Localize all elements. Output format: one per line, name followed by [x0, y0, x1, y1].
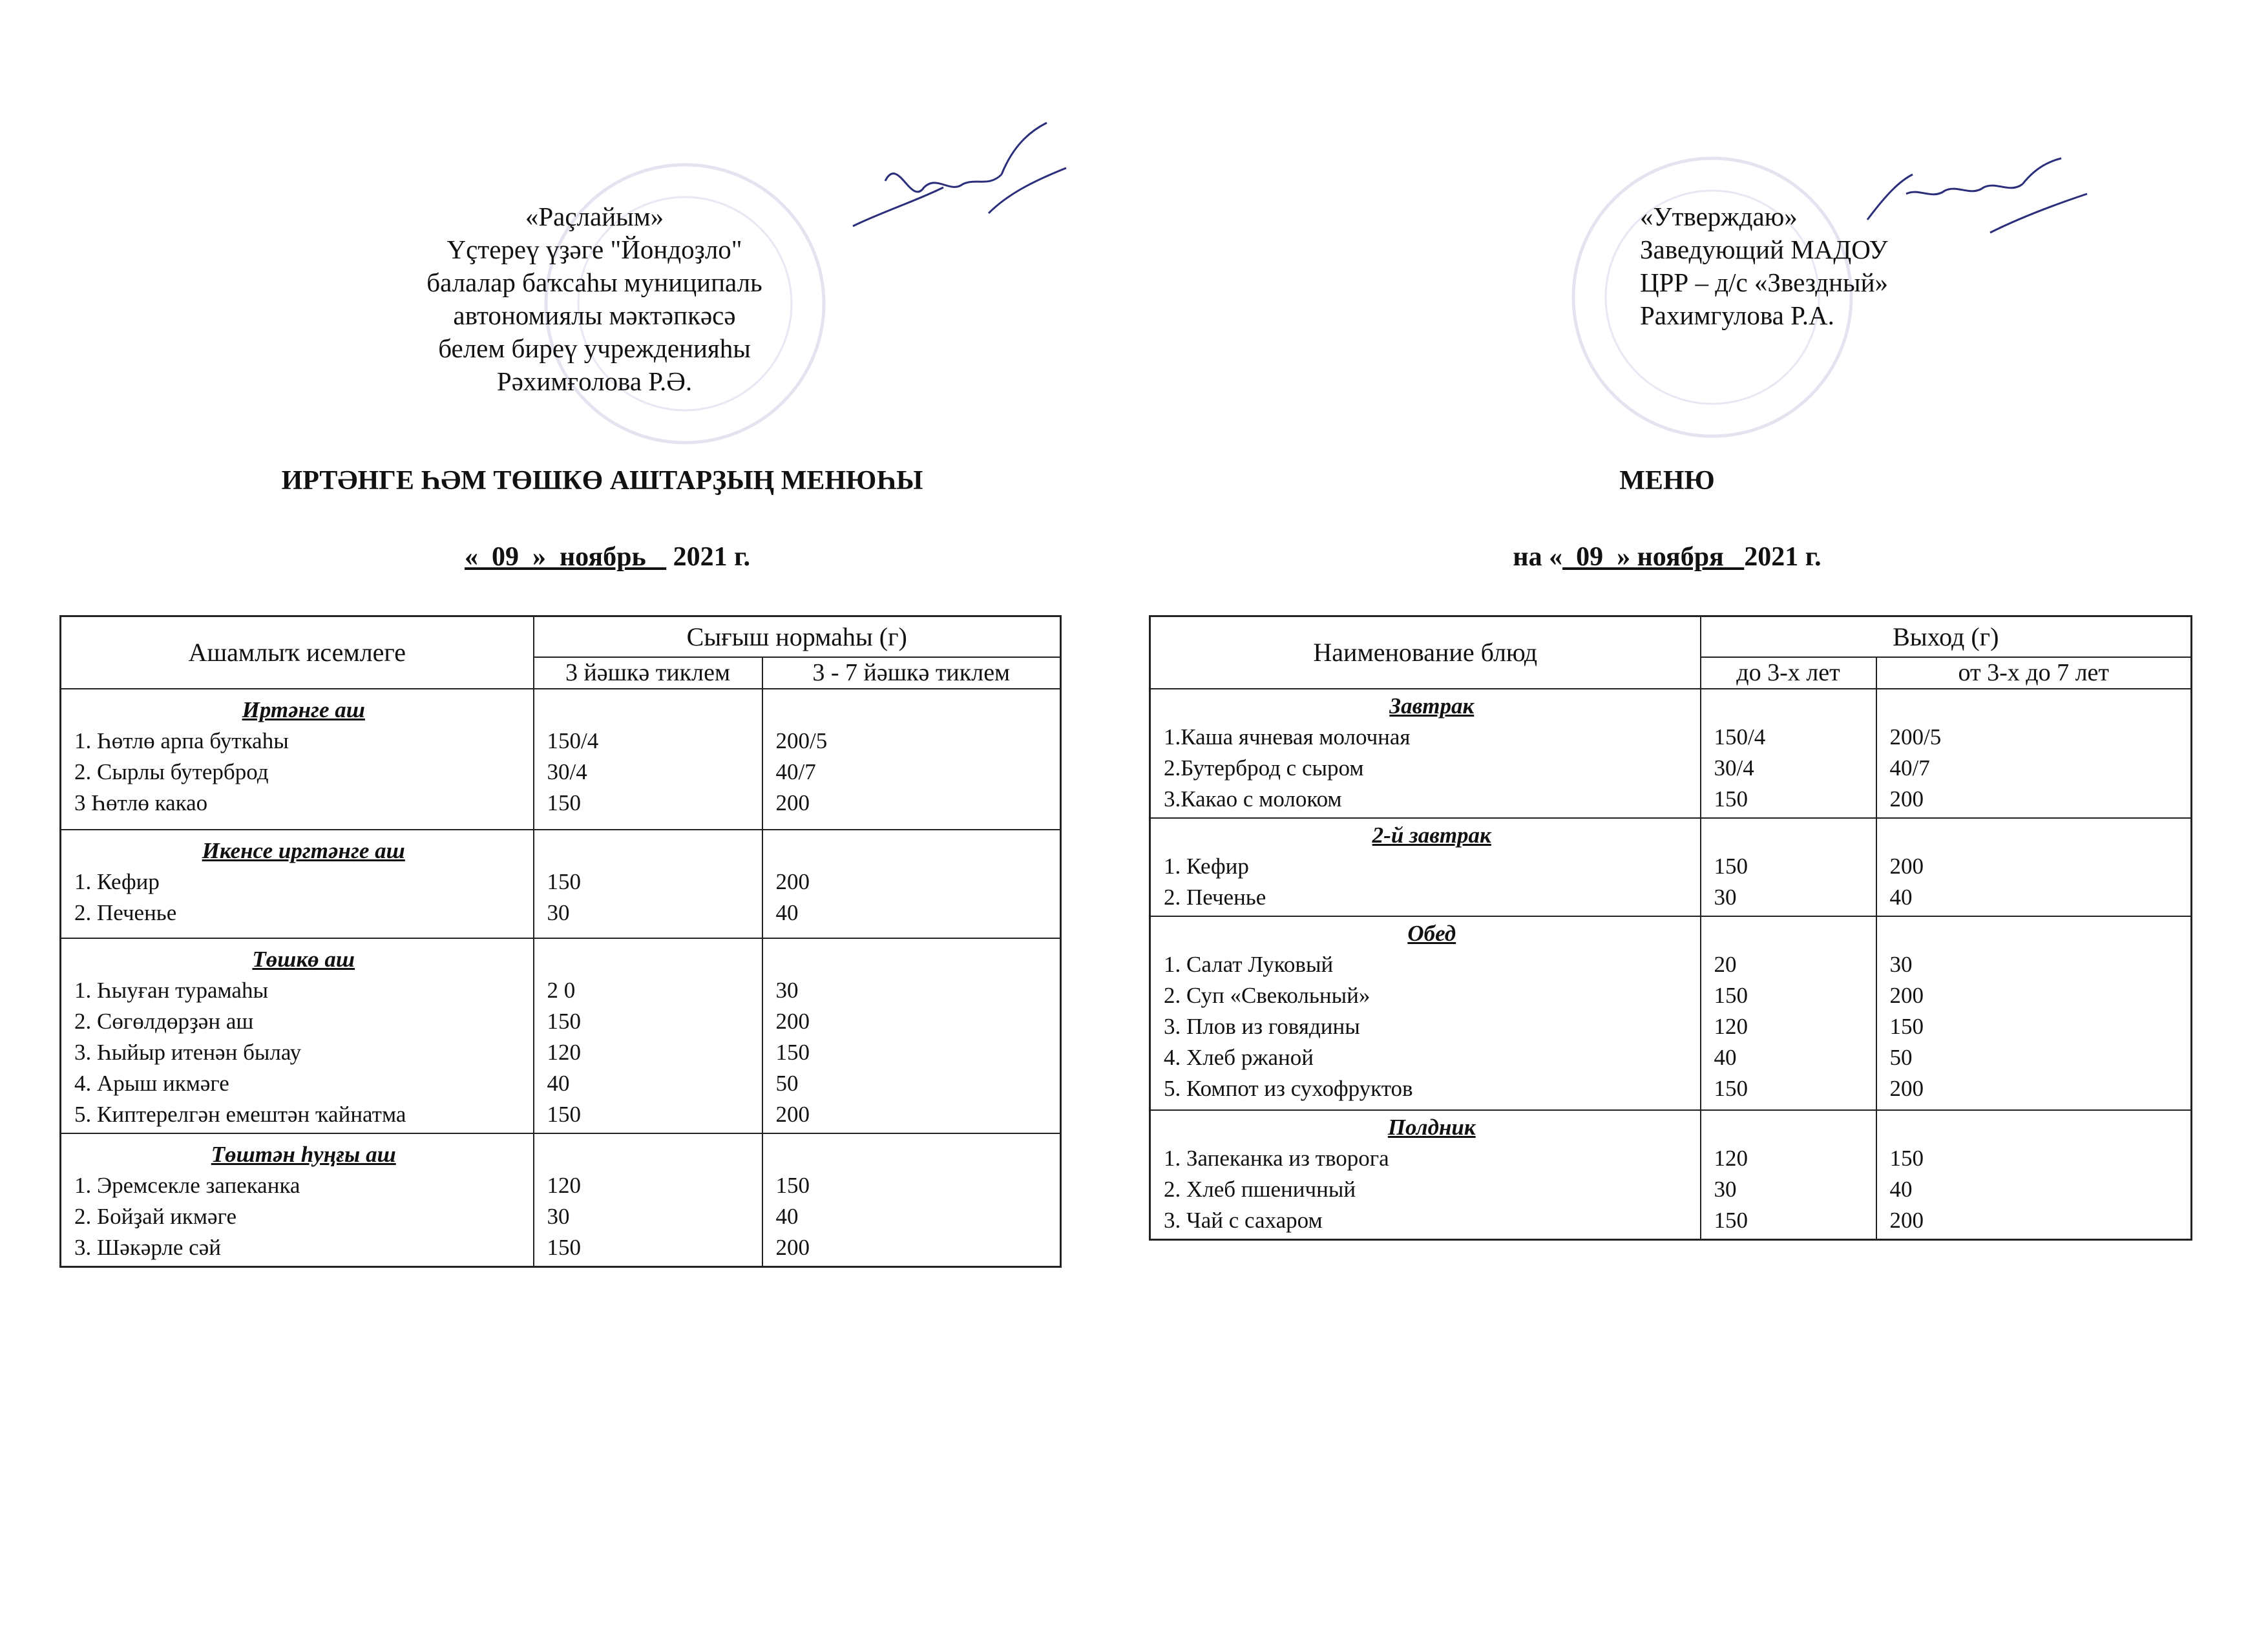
page-title-right: МЕНЮ — [1619, 466, 1715, 496]
approval-line: ЦРР – д/с «Звездный» — [1640, 268, 1889, 297]
value-b: 150 — [1889, 1145, 1924, 1171]
value-b: 200 — [1889, 1075, 1924, 1101]
meal-title: Иртәнге аш — [242, 697, 365, 722]
dish-item: 4. Хлеб ржаной — [1164, 1044, 1314, 1070]
meal-title: Полдник — [1387, 1114, 1476, 1140]
value-a: 30/4 — [1714, 755, 1754, 781]
value-a: 120 — [547, 1039, 581, 1065]
value-a: 150 — [1714, 1075, 1748, 1101]
value-a: 30/4 — [547, 759, 587, 784]
dish-item: 2. Хлеб пшеничный — [1164, 1176, 1356, 1202]
value-b: 200 — [1889, 853, 1924, 879]
value-a: 150 — [1714, 853, 1748, 879]
value-a: 150 — [1714, 1207, 1748, 1233]
value-b: 200 — [775, 790, 810, 815]
dish-item: 2. Бойҙай икмәге — [74, 1203, 237, 1229]
value-b: 200 — [775, 1234, 810, 1260]
value-a: 150 — [547, 1234, 581, 1260]
dish-item: 3. Һыйыр итенән былау — [74, 1039, 302, 1065]
header-dish-name: Ашамлыҡ исемлеге — [61, 616, 534, 689]
dish-item: 3. Плов из говядины — [1164, 1013, 1360, 1039]
value-a: 30 — [1714, 884, 1737, 910]
approval-line: «Раçлайым» — [525, 202, 664, 231]
value-b: 200/5 — [1889, 724, 1942, 750]
value-a: 150 — [547, 1101, 581, 1127]
dish-item: 3. Шәкәрле сәй — [74, 1234, 221, 1260]
signature-right — [1861, 155, 2094, 258]
value-b: 200 — [1889, 982, 1924, 1008]
value-b: 150 — [775, 1172, 810, 1198]
approval-line: белем биреү учрежденияһы — [438, 333, 751, 363]
table-row — [1150, 689, 2192, 818]
dish-item: 2. Сырлы бутерброд — [74, 759, 269, 784]
value-a: 30 — [1714, 1176, 1737, 1202]
approval-line: Заведующий МАДОУ — [1640, 235, 1888, 264]
dish-item: 1. Эремсекле запеканка — [74, 1172, 300, 1198]
value-b: 200 — [1889, 786, 1924, 812]
dish-item: 5. Киптерелгән емештән ҡайнатма — [74, 1101, 406, 1127]
value-b: 30 — [1889, 951, 1913, 977]
dish-item: 3.Какао с молоком — [1164, 786, 1342, 812]
value-a: 150 — [547, 868, 581, 894]
header-age-b: от 3-х до 7 лет — [1876, 657, 2192, 689]
header-dish-name: Наименование блюд — [1150, 616, 1701, 689]
dish-item: 1.Каша ячневая молочная — [1164, 724, 1411, 750]
meal-title: Төшкө аш — [252, 946, 355, 972]
approval-block-right — [1640, 200, 1888, 332]
menu-date-right — [1513, 541, 1821, 572]
dish-item: 1. Һыуған турамаһы — [74, 977, 268, 1003]
value-a: 150 — [547, 790, 581, 815]
value-b: 200 — [775, 1101, 810, 1127]
value-b: 200 — [775, 1008, 810, 1034]
value-a: 20 — [1714, 951, 1737, 977]
dish-item: 2. Суп «Свекольный» — [1164, 982, 1370, 1008]
approval-line: Үçтереү үҙәге "Йондоҙло" — [446, 235, 742, 264]
date-day: « 09 » ноябрь — [464, 542, 667, 572]
value-b: 200/5 — [775, 728, 828, 753]
value-a: 30 — [547, 899, 570, 925]
dish-item: 1. Кефир — [74, 868, 160, 894]
value-a: 150 — [1714, 786, 1748, 812]
date-prefix: на « — [1513, 542, 1563, 572]
value-b: 40/7 — [1889, 755, 1930, 781]
table-row — [1150, 818, 2192, 916]
dish-item: 2. Печенье — [1164, 884, 1266, 910]
dish-item: 4. Арыш икмәге — [74, 1070, 229, 1096]
menu-table-left — [59, 615, 1062, 1268]
value-b: 150 — [1889, 1013, 1924, 1039]
header-age-a: до 3-х лет — [1701, 657, 1876, 689]
menu-table-right — [1149, 615, 2192, 1241]
date-day: 09 » ноября — [1562, 542, 1745, 572]
table-row — [61, 1133, 1061, 1267]
dish-item: 1. Һөтлө арпа буткаһы — [74, 728, 289, 753]
table-row — [1150, 1110, 2192, 1240]
value-b: 40 — [775, 1203, 799, 1229]
meal-title: 2-й завтрак — [1372, 822, 1491, 848]
page-title-left: ИРТӘНГЕ ҺӘМ ТӨШКӨ АШТАРҘЫҢ МЕНЮҺЫ — [281, 466, 923, 496]
table-row — [61, 938, 1061, 1133]
date-year: 2021 г. — [1744, 542, 1822, 572]
value-a: 40 — [1714, 1044, 1737, 1070]
signature-left — [840, 116, 1073, 246]
approval-line: Рәхимғолова Р.Ә. — [496, 366, 693, 396]
meal-title: Төштән һуңғы аш — [211, 1141, 396, 1167]
value-b: 40/7 — [775, 759, 816, 784]
table-row — [61, 689, 1061, 830]
dish-item: 3 Һөтлө какао — [74, 790, 208, 815]
dish-item: 2.Бутерброд с сыром — [1164, 755, 1364, 781]
approval-line: автономиялы мәктәпкәсә — [453, 300, 736, 330]
value-b: 30 — [775, 977, 799, 1003]
dish-item: 2. Печенье — [74, 899, 177, 925]
dish-item: 3. Чай с сахаром — [1164, 1207, 1323, 1233]
meal-title: Икенсе иргтәнге аш — [202, 837, 405, 863]
approval-line: Рахимгулова Р.А. — [1640, 300, 1834, 330]
dish-item: 5. Компот из сухофруктов — [1164, 1075, 1413, 1101]
value-a: 120 — [1714, 1013, 1748, 1039]
value-a: 120 — [1714, 1145, 1748, 1171]
value-b: 150 — [775, 1039, 810, 1065]
header-output-norm: Сығыш нормаһы (г) — [534, 616, 1061, 657]
value-b: 50 — [775, 1070, 799, 1096]
value-b: 200 — [1889, 1207, 1924, 1233]
dish-item: 1. Салат Луковый — [1164, 951, 1334, 977]
value-a: 150 — [547, 1008, 581, 1034]
header-output: Выход (г) — [1701, 616, 2192, 657]
header-age-b: 3 - 7 йәшкә тиклем — [762, 657, 1061, 689]
value-b: 50 — [1889, 1044, 1913, 1070]
approval-line: балалар баҡсаһы муниципаль — [426, 268, 762, 297]
meal-title: Завтрак — [1389, 693, 1475, 719]
dish-item: 2. Сөгөлдөрҙән аш — [74, 1008, 254, 1034]
value-a: 150 — [1714, 982, 1748, 1008]
value-b: 200 — [775, 868, 810, 894]
table-row — [1150, 916, 2192, 1110]
value-a: 30 — [547, 1203, 570, 1229]
date-year: 2021 г. — [666, 542, 751, 572]
approval-line: «Утверждаю» — [1640, 202, 1798, 231]
header-age-a: 3 йәшкә тиклем — [534, 657, 762, 689]
value-a: 150/4 — [547, 728, 599, 753]
value-b: 40 — [775, 899, 799, 925]
value-a: 40 — [547, 1070, 570, 1096]
value-b: 40 — [1889, 1176, 1913, 1202]
value-a: 120 — [547, 1172, 581, 1198]
table-row — [61, 830, 1061, 938]
dish-item: 1. Запеканка из творога — [1164, 1145, 1389, 1171]
value-a: 2 0 — [547, 977, 576, 1003]
meal-title: Обед — [1407, 920, 1456, 946]
dish-item: 1. Кефир — [1164, 853, 1249, 879]
value-a: 150/4 — [1714, 724, 1766, 750]
value-b: 40 — [1889, 884, 1913, 910]
menu-date-left — [465, 541, 750, 572]
